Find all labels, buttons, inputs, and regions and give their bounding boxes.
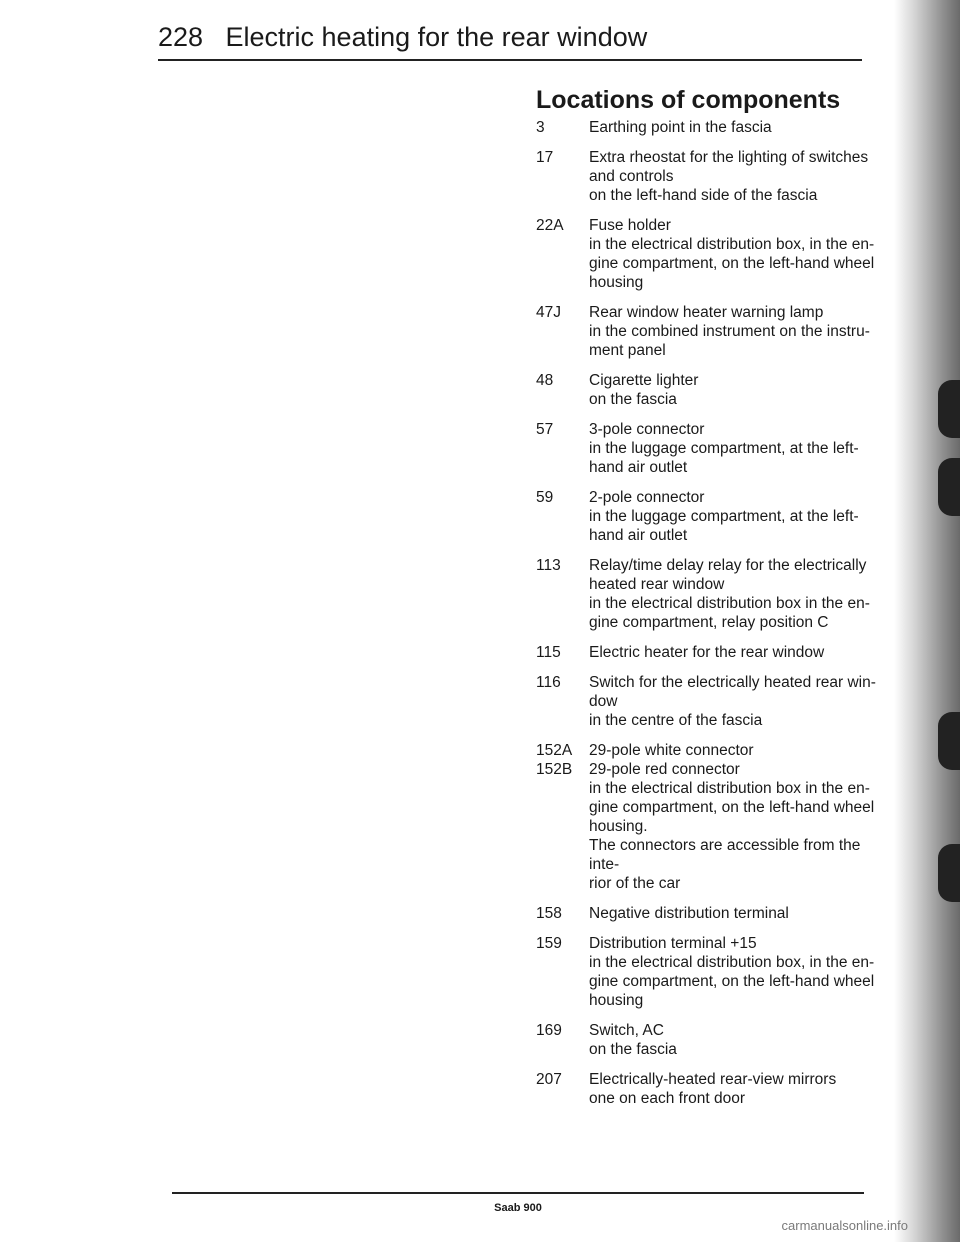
description-line: Rear window heater warning lamp: [589, 304, 824, 321]
description-line: housing: [589, 274, 644, 291]
watermark: carmanualsonline.info: [781, 1218, 908, 1233]
description-line: in the electrical distribution box, in the en-: [589, 236, 875, 253]
description-line: gine compartment, on the left-hand wheel: [589, 973, 875, 990]
component-number: 3: [536, 119, 545, 136]
component-description: [589, 216, 880, 292]
description-line: gine compartment, on the left-hand wheel: [589, 799, 875, 816]
description-line: in the combined instrument on the instru-: [589, 323, 870, 340]
description-line: Fuse holder: [589, 217, 671, 234]
component-item: [536, 556, 880, 632]
component-item: [536, 118, 880, 137]
section-title: Locations of components: [536, 86, 841, 114]
footer-text: Saab 900: [494, 1202, 542, 1214]
component-description: [589, 741, 880, 893]
description-line: gine compartment, relay position C: [589, 614, 829, 631]
description-line: 3-pole connector: [589, 421, 705, 438]
component-number: 116: [536, 674, 561, 691]
component-item: [536, 303, 880, 360]
description-line: hand air outlet: [589, 459, 688, 476]
description-line: in the centre of the fascia: [589, 712, 763, 729]
component-item: [536, 673, 880, 730]
page-footer: [172, 1192, 864, 1216]
description-line: dow: [589, 693, 618, 710]
component-item: [536, 420, 880, 477]
component-number: 113: [536, 557, 561, 574]
description-line: hand air outlet: [589, 527, 688, 544]
component-description: [589, 371, 880, 409]
component-item: [536, 488, 880, 545]
component-description: [589, 904, 880, 923]
description-line: in the luggage compartment, at the left-: [589, 440, 859, 457]
description-line: Extra rheostat for the lighting of switches: [589, 149, 869, 166]
component-description: [589, 118, 880, 137]
component-item: [536, 643, 880, 662]
description-line: one on each front door: [589, 1090, 745, 1107]
component-number: 47J: [536, 304, 561, 321]
description-line: housing.: [589, 818, 648, 835]
description-line: 29-pole red connector: [589, 761, 740, 778]
description-line: The connectors are accessible from the inte-: [589, 837, 861, 873]
component-number: 152A 152B: [536, 742, 573, 778]
description-line: Cigarette lighter: [589, 372, 699, 389]
component-item: [536, 1021, 880, 1059]
component-number: 158: [536, 905, 562, 922]
description-line: Electric heater for the rear window: [589, 644, 825, 661]
component-list: [536, 118, 880, 1119]
description-line: in the luggage compartment, at the left-: [589, 508, 859, 525]
component-description: [589, 148, 880, 205]
component-item: [536, 371, 880, 409]
component-item: [536, 1070, 880, 1108]
component-number: 169: [536, 1022, 562, 1039]
component-description: [589, 556, 880, 632]
component-item: [536, 904, 880, 923]
description-line: Earthing point in the fascia: [589, 119, 772, 136]
component-item: [536, 934, 880, 1010]
description-line: heated rear window: [589, 576, 725, 593]
description-line: rior of the car: [589, 875, 681, 892]
description-line: in the electrical distribution box in the en-: [589, 780, 870, 797]
description-line: on the fascia: [589, 1041, 677, 1058]
description-line: on the left-hand side of the fascia: [589, 187, 818, 204]
description-line: on the fascia: [589, 391, 677, 408]
component-number: 48: [536, 372, 554, 389]
description-line: 2-pole connector: [589, 489, 705, 506]
description-line: gine compartment, on the left-hand wheel: [589, 255, 875, 272]
component-description: [589, 488, 880, 545]
page-number: 228: [158, 22, 204, 52]
component-description: [589, 1021, 880, 1059]
description-line: Distribution terminal +15: [589, 935, 757, 952]
component-number: 207: [536, 1071, 562, 1088]
component-description: [589, 1070, 880, 1108]
component-description: [589, 420, 880, 477]
page-edge-shadow: [894, 0, 960, 1242]
component-description: [589, 673, 880, 730]
description-line: Switch for the electrically heated rear win-: [589, 674, 876, 691]
component-number: 59: [536, 489, 554, 506]
description-line: Relay/time delay relay for the electrically: [589, 557, 867, 574]
component-item: [536, 216, 880, 292]
description-line: and controls: [589, 168, 674, 185]
description-line: in the electrical distribution box in the en-: [589, 595, 870, 612]
binding-hole: [938, 458, 960, 516]
page-header: [158, 22, 862, 61]
binding-hole: [938, 380, 960, 438]
description-line: Negative distribution terminal: [589, 905, 789, 922]
description-line: Switch, AC: [589, 1022, 664, 1039]
component-item: [536, 741, 880, 893]
component-number: 17: [536, 149, 554, 166]
component-item: [536, 148, 880, 205]
component-number: 115: [536, 644, 561, 661]
binding-hole: [938, 844, 960, 902]
component-number: 57: [536, 421, 554, 438]
binding-hole: [938, 712, 960, 770]
description-line: housing: [589, 992, 644, 1009]
description-line: ment panel: [589, 342, 666, 359]
description-line: Electrically-heated rear-view mirrors: [589, 1071, 837, 1088]
description-line: in the electrical distribution box, in the en-: [589, 954, 875, 971]
component-description: [589, 934, 880, 1010]
description-line: 29-pole white connector: [589, 742, 754, 759]
page-heading: Electric heating for the rear window: [225, 22, 648, 52]
component-description: [589, 643, 880, 662]
component-number: 22A: [536, 217, 564, 234]
component-number: 159: [536, 935, 562, 952]
component-description: [589, 303, 880, 360]
